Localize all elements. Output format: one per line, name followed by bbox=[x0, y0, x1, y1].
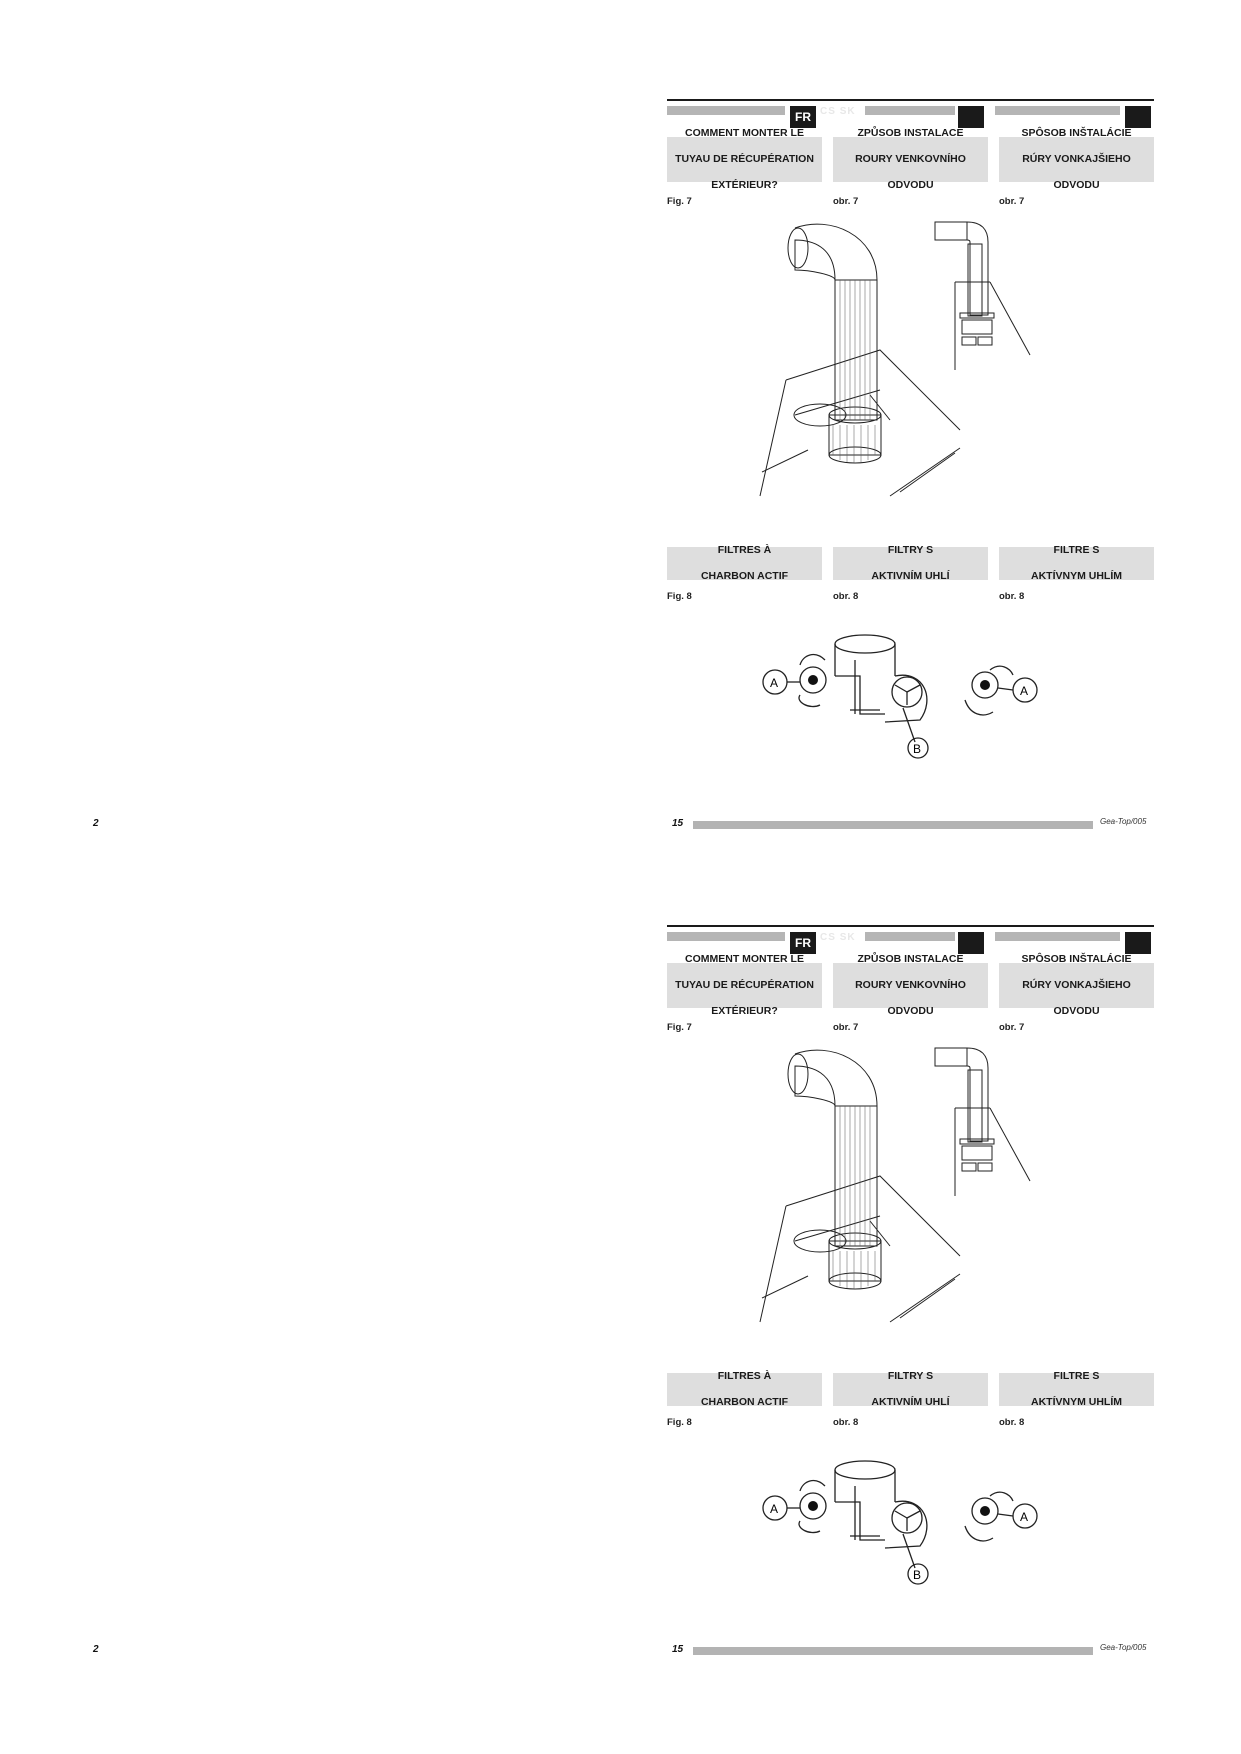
heading-cs-8: FILTRY S AKTIVNÍM UHLÍ bbox=[833, 547, 988, 580]
lang-bar-cs bbox=[865, 932, 955, 941]
fig8-filter-illustration bbox=[755, 630, 1055, 765]
lang-label-cs-sk bbox=[820, 932, 856, 943]
callout-b: B bbox=[913, 742, 922, 756]
callout-a-left: A bbox=[770, 676, 779, 690]
heading-sk-8: FILTRE S AKTÍVNYM UHLÍM bbox=[999, 547, 1154, 580]
lang-bar-sk bbox=[995, 106, 1120, 115]
header-rule bbox=[667, 99, 1154, 101]
heading-fr-7: COMMENT MONTER LE TUYAU DE RÉCUPÉRATION EXTÉRIEUR? bbox=[667, 963, 822, 1008]
callout-b: B bbox=[913, 1568, 922, 1582]
heading-sk-7: SPÔSOB INŠTALÁCIE RÚRY VONKAJŠIEHO ODVODU bbox=[999, 963, 1154, 1008]
fig7-label-fr: Fig. 7 bbox=[667, 196, 692, 207]
fig7-label-cs: obr. 7 bbox=[833, 1022, 859, 1033]
heading-cs-7: ZPŮSOB INSTALACE ROURY VENKOVNÍHO ODVODU bbox=[833, 137, 988, 182]
fig8-label-cs: obr. 8 bbox=[833, 1417, 859, 1428]
model-code: Gea-Top/005 bbox=[1100, 817, 1147, 826]
heading-fr-8: FILTRES À CHARBON ACTIF bbox=[667, 1373, 822, 1406]
lang-tab-sk bbox=[1125, 932, 1151, 954]
lang-tab-fr: FR bbox=[790, 106, 816, 128]
lang-bar-cs bbox=[865, 106, 955, 115]
lang-label-cs-sk bbox=[820, 106, 856, 117]
left-page-number: 2 bbox=[93, 1644, 99, 1655]
fig7-duct-illustration bbox=[750, 220, 1040, 505]
fig7-duct-illustration bbox=[750, 1046, 1040, 1331]
footer-bar bbox=[693, 1647, 1093, 1655]
lang-tab-sk bbox=[1125, 106, 1151, 128]
model-code: Gea-Top/005 bbox=[1100, 1643, 1147, 1652]
heading-cs-7: ZPŮSOB INSTALACE ROURY VENKOVNÍHO ODVODU bbox=[833, 963, 988, 1008]
fig8-filter-illustration bbox=[755, 1456, 1055, 1591]
page-number: 15 bbox=[672, 818, 684, 829]
lang-bar-fr bbox=[667, 932, 785, 941]
fig8-label-fr: Fig. 8 bbox=[667, 591, 692, 602]
lang-tab-cs bbox=[958, 106, 984, 128]
heading-fr-8: FILTRES À CHARBON ACTIF bbox=[667, 547, 822, 580]
fig8-label-sk: obr. 8 bbox=[999, 591, 1025, 602]
lang-sk: SK bbox=[839, 106, 856, 117]
page-spread-1 bbox=[0, 0, 1241, 829]
lang-cs: CS bbox=[820, 106, 836, 117]
header-rule bbox=[667, 925, 1154, 927]
fig8-label-fr: Fig. 8 bbox=[667, 1417, 692, 1428]
lang-tab-cs bbox=[958, 932, 984, 954]
fig8-label-cs: obr. 8 bbox=[833, 591, 859, 602]
fig7-label-fr: Fig. 7 bbox=[667, 1022, 692, 1033]
callout-a-right: A bbox=[1020, 1510, 1029, 1524]
lang-cs: CS bbox=[820, 932, 836, 943]
fig8-label-sk: obr. 8 bbox=[999, 1417, 1025, 1428]
lang-sk: SK bbox=[839, 932, 856, 943]
page-number: 15 bbox=[672, 1644, 684, 1655]
lang-bar-sk bbox=[995, 932, 1120, 941]
page-spread-2 bbox=[0, 826, 1241, 1655]
heading-cs-8: FILTRY S AKTIVNÍM UHLÍ bbox=[833, 1373, 988, 1406]
callout-a-left: A bbox=[770, 1502, 779, 1516]
callout-a-right: A bbox=[1020, 684, 1029, 698]
lang-bar-fr bbox=[667, 106, 785, 115]
heading-fr-7: COMMENT MONTER LE TUYAU DE RÉCUPÉRATION EXTÉRIEUR? bbox=[667, 137, 822, 182]
fig7-label-sk: obr. 7 bbox=[999, 1022, 1025, 1033]
fig7-label-sk: obr. 7 bbox=[999, 196, 1025, 207]
left-page-number: 2 bbox=[93, 818, 99, 829]
heading-sk-7: SPÔSOB INŠTALÁCIE RÚRY VONKAJŠIEHO ODVODU bbox=[999, 137, 1154, 182]
heading-sk-8: FILTRE S AKTÍVNYM UHLÍM bbox=[999, 1373, 1154, 1406]
lang-tab-fr: FR bbox=[790, 932, 816, 954]
fig7-label-cs: obr. 7 bbox=[833, 196, 859, 207]
